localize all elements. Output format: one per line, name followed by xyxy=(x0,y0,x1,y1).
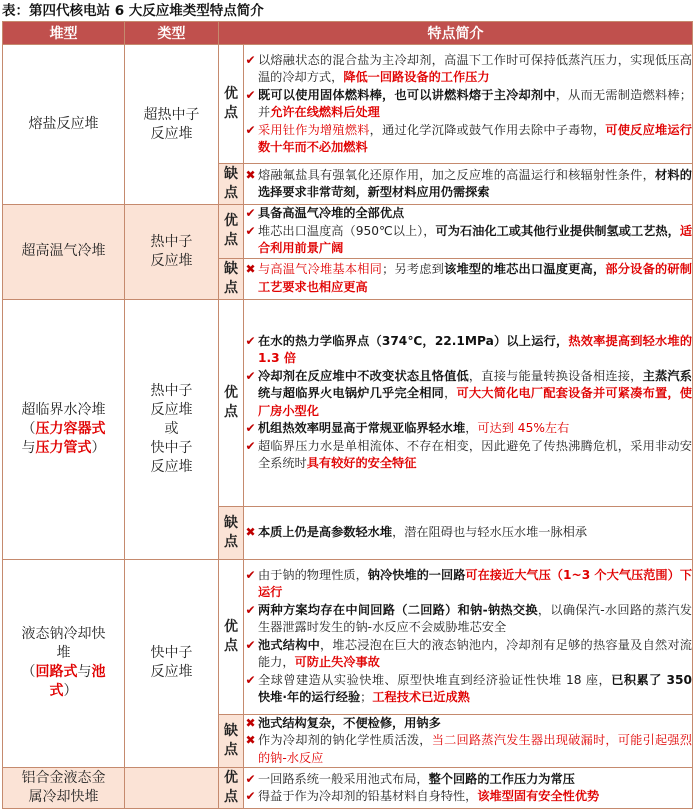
reactor-row xyxy=(3,45,693,164)
item-text: 以熔融状态的混合盐为主冷却剂，高温下工作时可保持低蒸汽压力，实现低压高温的冷却方式， xyxy=(258,52,692,84)
reactor-row xyxy=(3,299,693,506)
item-text: ，通过化学沉降或鼓气作用去除中子毒物， xyxy=(369,122,606,137)
cross-icon: ✖ xyxy=(245,167,256,182)
pros-cell xyxy=(244,299,693,506)
item-text: ，潜在阻碍也与轻水压水堆一脉相承 xyxy=(392,524,588,539)
checkmark-icon: ✔ xyxy=(245,771,256,786)
con-label: 缺 点 xyxy=(219,506,244,559)
checkmark-icon: ✔ xyxy=(245,421,256,435)
item-text: 作为冷却剂的钠化学性质活泼， xyxy=(258,733,432,747)
item-text: 得益于作为冷却剂的铅基材料自身特性， xyxy=(258,789,478,803)
reactor-name xyxy=(3,768,125,809)
item-text: 降低一回路设备的工作压力 xyxy=(343,70,490,84)
con-label: 缺 点 xyxy=(219,714,244,768)
item-text: 与高温气冷堆基本相同 xyxy=(258,262,383,276)
reactor-name-text: 铝合金液态金 属冷却快堆 xyxy=(21,770,106,805)
reactor-name-text: 超临界水冷堆 xyxy=(21,401,106,418)
pro-item xyxy=(244,205,692,223)
pro-item xyxy=(244,567,692,602)
item-text: 由于钠的物理性质， xyxy=(258,567,368,582)
pro-item xyxy=(244,771,692,789)
item-text: 适合利用前景广阔 xyxy=(258,223,692,255)
item-text: 堆芯出口温度高（950℃以上）， xyxy=(258,223,436,238)
reactor-name xyxy=(3,559,125,768)
header-row xyxy=(3,22,693,45)
reactor-name-text: 熔盐反应堆 xyxy=(28,116,99,132)
cross-icon: ✖ xyxy=(245,733,256,747)
reactor-name xyxy=(3,45,125,205)
cross-icon: ✖ xyxy=(245,715,256,730)
item-text: ；另考虑到 xyxy=(382,262,445,276)
con-item xyxy=(244,261,692,296)
reactor-variant-note: （回路式与池 式） xyxy=(21,664,106,700)
reactor-row xyxy=(3,768,693,809)
checkmark-icon: ✔ xyxy=(245,52,256,67)
con-item xyxy=(244,732,692,767)
reactor-kind: 热中子 反应堆 或 快中子 反应堆 xyxy=(125,299,219,559)
item-text: 既可以使用固体燃料棒，也可以讲燃料熔于主冷却剂中 xyxy=(258,87,556,102)
item-text: 熔融氟盐具有强氧化还原作用，加之反应堆的高温运行和核辐射性条件， xyxy=(258,167,655,182)
item-text: 两种方案均存在中间回路（二回路）和钠-钠热交换 xyxy=(258,602,538,617)
pros-cell xyxy=(244,559,693,714)
reactor-name-text: 超高温气冷堆 xyxy=(21,243,106,260)
pro-item xyxy=(244,122,692,157)
pros-cell xyxy=(244,768,693,809)
cross-icon: ✖ xyxy=(245,262,256,276)
reactor-kind: 超热中子 反应堆 xyxy=(125,45,219,205)
item-text: ，直接与能量转换设备相连接， xyxy=(468,368,643,383)
item-text: ， xyxy=(444,386,457,400)
item-text: 该堆型固有安全性优势 xyxy=(477,789,600,803)
item-text: 池式结构中 xyxy=(258,637,321,652)
item-text: 可使反应堆运行数十年而不必加燃料 xyxy=(258,122,692,154)
item-text: 具备高温气冷堆的全部优点 xyxy=(258,206,405,220)
reactor-variant-note: （压力容器式 与压力管式） xyxy=(21,420,106,456)
checkmark-icon: ✔ xyxy=(245,87,256,102)
pros-cell xyxy=(244,45,693,164)
item-text: 可大大简化电厂配套设备并可紧凑布置，使厂房小型化 xyxy=(258,386,692,418)
item-text: 在水的热力学临界点（374℃，22.1MPa）以上运行， xyxy=(258,333,569,348)
pro-label: 优 点 xyxy=(219,299,244,506)
pro-label: 优 点 xyxy=(219,205,244,259)
pro-item xyxy=(244,223,692,258)
header-features: 特点简介 xyxy=(219,22,693,45)
table-caption: 表：第四代核电站 6 大反应堆类型特点简介 xyxy=(2,3,264,19)
item-text: 可在接近大气压（1~3 个大气压范围）下运行 xyxy=(258,567,693,599)
con-item xyxy=(244,167,692,202)
checkmark-icon: ✔ xyxy=(245,122,256,137)
reactor-kind: 快中子 反应堆 xyxy=(125,559,219,768)
con-item xyxy=(244,524,692,542)
pro-item xyxy=(244,788,692,806)
item-text: 超临界压力水是单相流体、不存在相变，因此避免了传热沸腾危机，采用非动安全系统时 xyxy=(258,438,692,470)
item-text: ，从而无需制造燃料棒；并 xyxy=(258,87,692,119)
checkmark-icon: ✔ xyxy=(245,672,256,687)
reactor-name xyxy=(3,205,125,300)
checkmark-icon: ✔ xyxy=(245,333,256,348)
checkmark-icon: ✔ xyxy=(245,602,256,617)
item-text: 该堆型的堆芯出口温度更高， xyxy=(444,262,606,276)
pro-item xyxy=(244,52,692,87)
item-text: 可防止失冷事故 xyxy=(294,655,380,669)
pro-item xyxy=(244,368,692,421)
pros-cell xyxy=(244,205,693,259)
header-kind: 类型 xyxy=(125,22,219,45)
pro-item xyxy=(244,438,692,473)
reactor-name xyxy=(3,299,125,559)
item-text: 机组热效率明显高于常规亚临界轻水堆 xyxy=(258,421,466,435)
con-label: 缺 点 xyxy=(219,164,244,205)
pro-item xyxy=(244,333,692,368)
item-text: 部分设备的研制工艺要求也相应更高 xyxy=(258,262,692,294)
item-text: ； xyxy=(360,690,373,704)
item-text: ，以确保汽-水回路的蒸汽发生器泄露时发生的钠-水反应不会威胁堆芯安全 xyxy=(258,602,692,634)
item-text: ， xyxy=(465,421,478,435)
checkmark-icon: ✔ xyxy=(245,637,256,652)
header-type: 堆型 xyxy=(3,22,125,45)
checkmark-icon: ✔ xyxy=(245,206,256,220)
cons-cell xyxy=(244,258,693,299)
item-text: 允许在线燃料后处理 xyxy=(270,105,380,119)
item-text: 可达到 45%左右 xyxy=(477,421,570,435)
item-text: 主蒸汽系统与超临界火电锅炉几乎完全相同 xyxy=(258,368,692,400)
cons-cell xyxy=(244,506,693,559)
item-text: 钠冷快堆的一回路 xyxy=(367,567,466,582)
reactor-kind xyxy=(125,768,219,809)
con-label: 缺 点 xyxy=(219,258,244,299)
pro-item xyxy=(244,420,692,438)
pro-label: 优 点 xyxy=(219,45,244,164)
item-text: 材料的选择要求非常苛刻，新型材料应用仍需探索 xyxy=(258,167,692,199)
cons-cell xyxy=(244,164,693,205)
reactor-name-text: 液态钠冷却快 堆 xyxy=(21,626,106,662)
pro-item xyxy=(244,87,692,122)
checkmark-icon: ✔ xyxy=(245,789,256,803)
item-text: 已积累了 350 快堆·年的运行经验 xyxy=(258,672,692,704)
checkmark-icon: ✔ xyxy=(245,438,256,453)
checkmark-icon: ✔ xyxy=(245,223,256,238)
cons-cell xyxy=(244,714,693,768)
item-text: 全球曾建造从实验快堆、原型快堆直到经济验证性快堆 18 座， xyxy=(258,672,612,687)
reactor-table xyxy=(2,21,693,809)
reactor-row xyxy=(3,205,693,259)
con-item xyxy=(244,715,692,733)
checkmark-icon: ✔ xyxy=(245,368,256,383)
item-text: ，堆芯浸泡在巨大的液态钠池内，冷却剂有足够的热容量及自然对流能力， xyxy=(258,637,692,669)
item-text: 一回路系统一般采用池式布局， xyxy=(258,771,429,786)
item-text: 可为石油化工或其他行业提供制氢或工艺热， xyxy=(435,223,680,238)
item-text: 池式结构复杂，不便检修，用钠多 xyxy=(258,715,441,730)
pro-item xyxy=(244,602,692,637)
item-text: 整个回路的工作压力为常压 xyxy=(428,771,575,786)
reactor-row xyxy=(3,559,693,714)
item-text: 当二回路蒸汽发生器出现破漏时，可能引起强烈的钠-水反应 xyxy=(258,733,692,765)
pro-item xyxy=(244,672,692,707)
pro-item xyxy=(244,637,692,672)
item-text: 具有较好的安全特征 xyxy=(306,456,417,470)
checkmark-icon: ✔ xyxy=(245,567,256,582)
item-text: 工程技术已近成熟 xyxy=(372,690,470,704)
reactor-kind: 热中子 反应堆 xyxy=(125,205,219,300)
item-text: 热效率提高到轻水堆的 1.3 倍 xyxy=(258,333,693,365)
pro-label: 优 点 xyxy=(219,559,244,714)
item-text: 本质上仍是高参数轻水堆 xyxy=(258,524,393,539)
table-body xyxy=(3,45,693,809)
pro-label: 优 点 xyxy=(219,768,244,809)
cross-icon: ✖ xyxy=(245,524,256,539)
item-text: 采用钍作为增殖燃料 xyxy=(258,122,370,137)
item-text: 冷却剂在反应堆中不改变状态且恪值低 xyxy=(258,368,469,383)
